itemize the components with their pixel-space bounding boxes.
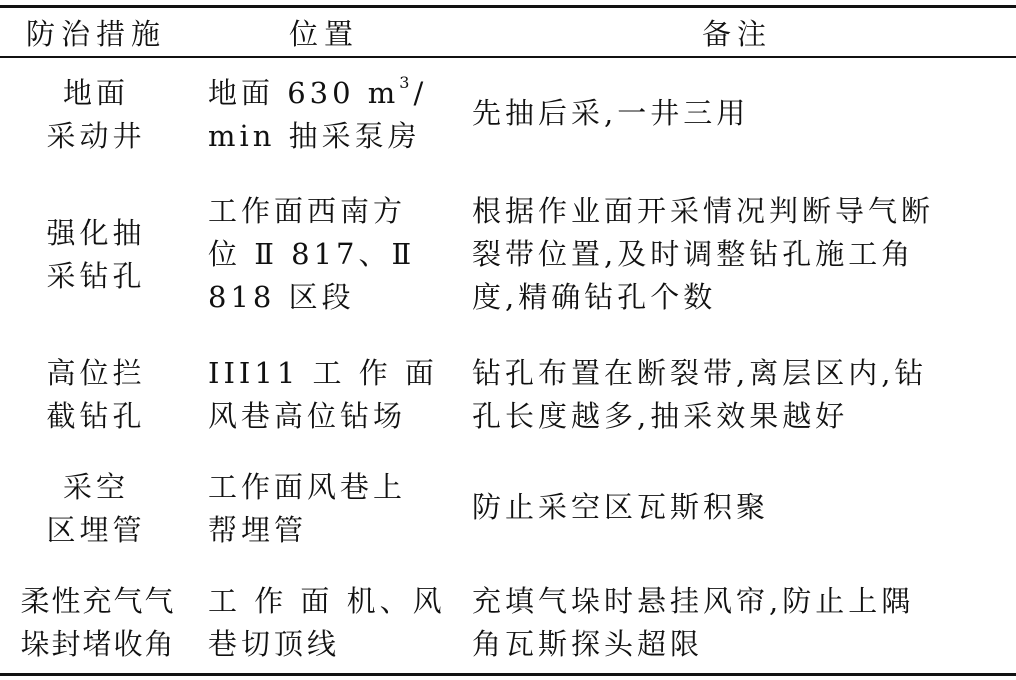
remark-line: 先抽后采,一井三用 bbox=[472, 96, 750, 130]
header-measure: 防治措施 bbox=[25, 16, 166, 51]
location-cell bbox=[208, 352, 440, 438]
remark-cell bbox=[472, 92, 1002, 135]
location-cell bbox=[208, 466, 440, 552]
measure-line: 地面 bbox=[62, 76, 129, 110]
measure-line: 区埋管 bbox=[46, 513, 146, 547]
location-line bbox=[208, 72, 440, 115]
measure-line: 采动井 bbox=[46, 119, 146, 153]
table-header-rule bbox=[0, 56, 1016, 58]
remark-line: 裂带位置,及时调整钻孔施工角 bbox=[472, 237, 915, 271]
location-line: 巷切顶线 bbox=[208, 627, 341, 661]
measure-cell bbox=[6, 212, 186, 298]
measure-cell bbox=[6, 352, 186, 438]
remark-line: 钻孔布置在断裂带,离层区内,钻 bbox=[472, 356, 928, 390]
remark-line: 充填气垛时悬挂风帘,防止上隅 bbox=[472, 584, 915, 618]
remark-cell bbox=[472, 352, 1002, 438]
remark-cell bbox=[472, 580, 1002, 666]
measure-line: 垛封堵收角 bbox=[20, 627, 176, 661]
measure-line: 强化抽 bbox=[46, 216, 146, 250]
remark-line: 孔长度越多,抽采效果越好 bbox=[472, 399, 849, 433]
location-line: 工作面西南方 bbox=[208, 194, 407, 228]
header-remark: 备注 bbox=[701, 16, 772, 51]
measure-line: 采钻孔 bbox=[46, 259, 146, 293]
measure-line: 高位拦 bbox=[46, 356, 146, 390]
remark-line: 防止采空区瓦斯积聚 bbox=[472, 490, 770, 524]
measure-line: 柔性充气气 bbox=[20, 584, 176, 618]
measure-line: 截钻孔 bbox=[46, 399, 146, 433]
location-line: III11 工 作 面 bbox=[208, 356, 438, 390]
location-cell bbox=[208, 72, 440, 158]
remark-cell bbox=[472, 190, 1002, 319]
location-line: min 抽采泵房 bbox=[208, 119, 421, 153]
location-cell bbox=[208, 190, 440, 319]
table-bottom-rule bbox=[0, 673, 1016, 676]
location-line: 818 区段 bbox=[208, 280, 355, 314]
location-text: 地面 630 m bbox=[208, 76, 400, 110]
measure-cell bbox=[6, 72, 186, 158]
unit-superscript: 3 bbox=[399, 73, 414, 93]
remark-line: 角瓦斯探头超限 bbox=[472, 627, 704, 661]
remark-line: 根据作业面开采情况判断导气断 bbox=[472, 194, 935, 228]
header-location: 位置 bbox=[288, 16, 359, 51]
location-line: 位 Ⅱ 817、Ⅱ bbox=[208, 237, 416, 271]
location-line: 工 作 面 机、风 bbox=[208, 584, 446, 618]
location-slash: / bbox=[413, 76, 428, 110]
measure-cell bbox=[6, 466, 186, 552]
location-cell bbox=[208, 580, 446, 666]
measure-cell bbox=[0, 580, 196, 666]
location-line: 帮埋管 bbox=[208, 513, 308, 547]
measure-line: 采空 bbox=[62, 470, 129, 504]
location-line: 风巷高位钻场 bbox=[208, 399, 407, 433]
location-line: 工作面风巷上 bbox=[208, 470, 407, 504]
remark-cell bbox=[472, 486, 1002, 529]
remark-line: 度,精确钻孔个数 bbox=[472, 280, 717, 314]
